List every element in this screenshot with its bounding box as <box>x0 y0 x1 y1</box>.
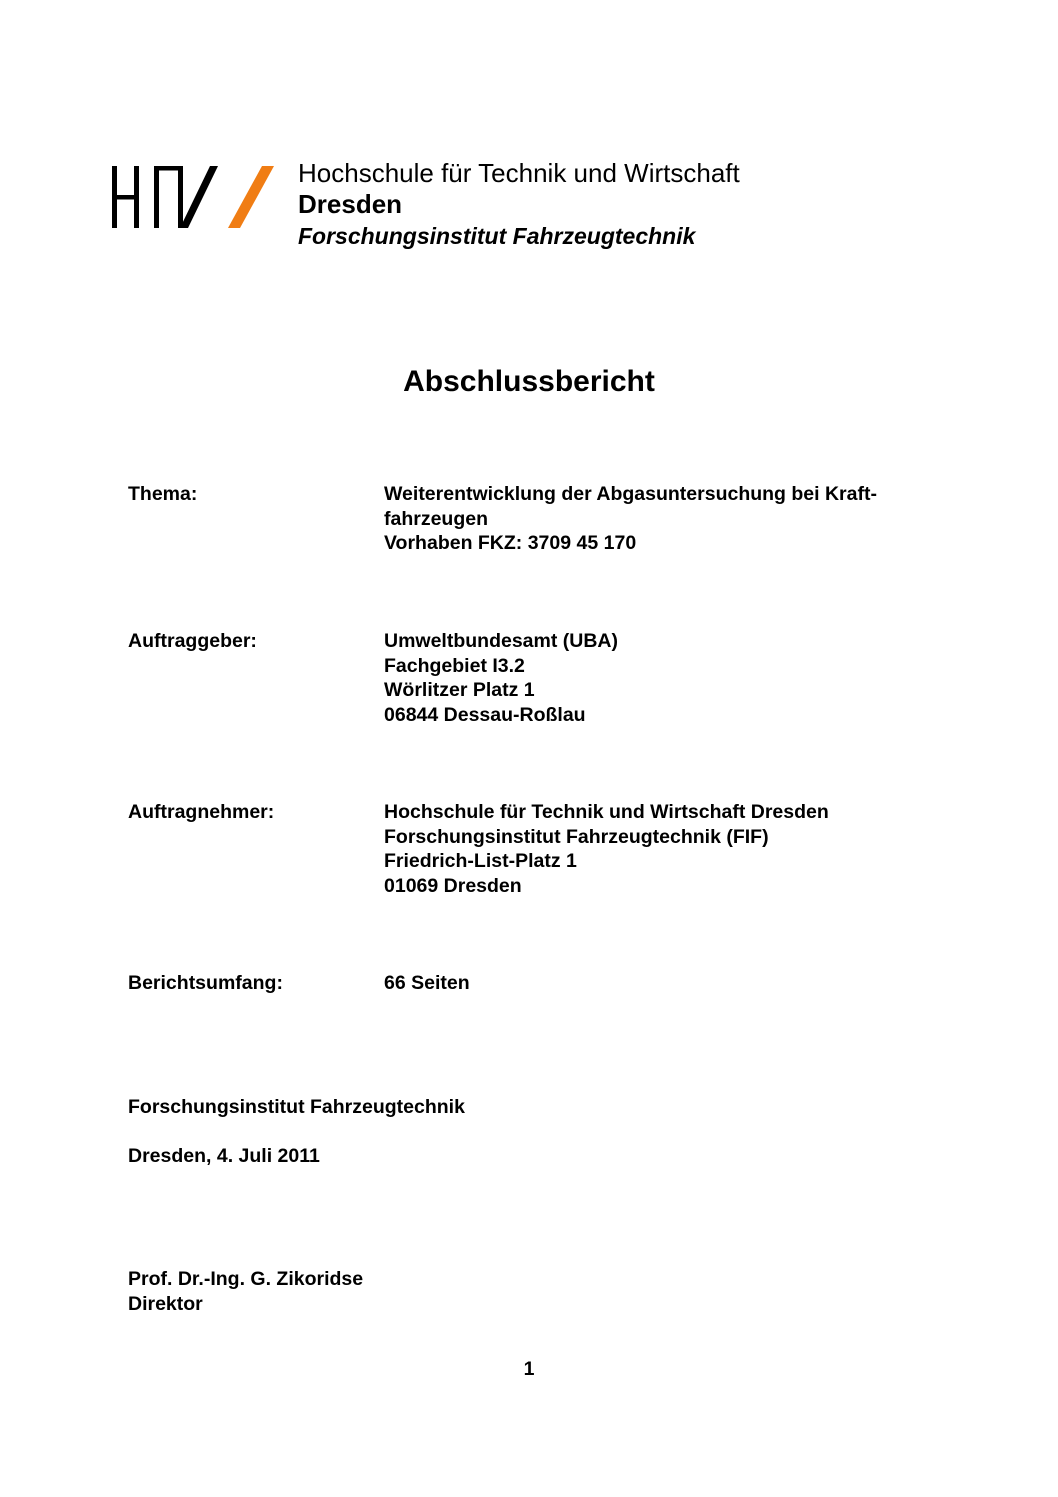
place-date-text: Dresden, 4. Juli 2011 <box>128 1145 320 1167</box>
page-number: 1 <box>523 1358 535 1380</box>
value-line: Hochschule für Technik und Wirtschaft Dresden <box>384 801 829 823</box>
value-line: 01069 Dresden <box>384 874 522 897</box>
signatory-name: Prof. Dr.-Ing. G. Zikoridse <box>128 1268 364 1290</box>
value-line: Fachgebiet I3.2 <box>384 654 525 677</box>
institution-name-line1: Hochschule für Technik und Wirtschaft <box>298 158 740 188</box>
document-title: Abschlussbericht <box>403 365 655 398</box>
field-label: Auftraggeber: <box>128 630 257 652</box>
value-line: Vorhaben FKZ: 3709 45 170 <box>384 532 637 554</box>
institution-header <box>298 158 740 252</box>
value-line: 66 Seiten <box>384 972 470 994</box>
field-label: Auftragnehmer: <box>128 801 275 823</box>
field-label: Thema: <box>128 483 198 505</box>
value-line: Forschungsinstitut Fahrzeugtechnik (FIF) <box>384 825 769 848</box>
field-value <box>384 800 944 898</box>
value-line: Wörlitzer Platz 1 <box>384 679 535 701</box>
value-line: 06844 Dessau-Roßlau <box>384 703 586 726</box>
signatory-title: Direktor <box>128 1292 203 1315</box>
field-value <box>384 971 944 996</box>
footer-institute-name: Forschungsinstitut Fahrzeugtechnik <box>128 1096 465 1118</box>
value-line: Friedrich-List-Platz 1 <box>384 850 577 872</box>
field-label: Berichtsumfang: <box>128 972 283 994</box>
field-value <box>384 482 944 556</box>
place-date <box>128 1144 320 1169</box>
footer-institute <box>128 1095 465 1120</box>
field-value <box>384 629 944 727</box>
value-line: fahrzeugen <box>384 507 489 530</box>
signatory <box>128 1267 363 1316</box>
value-line: Weiterentwicklung der Abgasuntersuchung bei Kraft- <box>384 483 877 505</box>
htw-logo <box>112 166 274 228</box>
institution-name-line2: Dresden <box>298 189 403 219</box>
value-line: Umweltbundesamt (UBA) <box>384 630 619 652</box>
institute-name: Forschungsinstitut Fahrzeugtechnik <box>298 223 696 249</box>
